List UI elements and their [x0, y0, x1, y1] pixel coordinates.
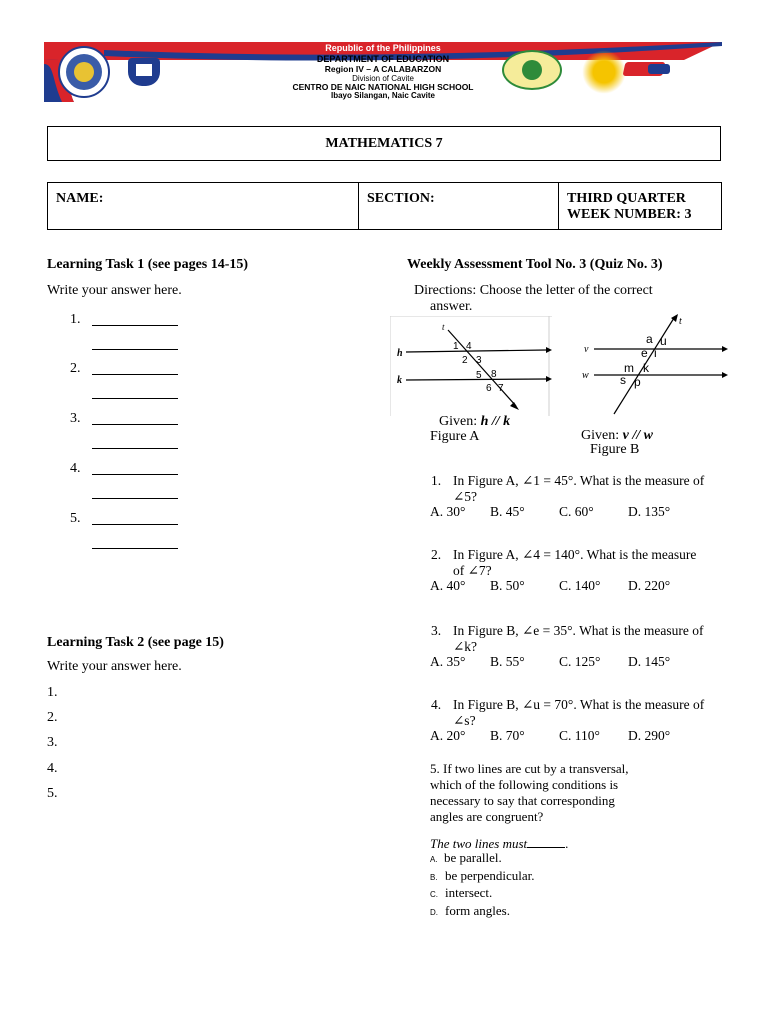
given-prefix: Given: — [439, 414, 481, 429]
given-relation: h // k — [480, 414, 511, 429]
question-text-cont: ∠5? — [453, 489, 478, 504]
q5-options — [430, 850, 535, 920]
quarter-cell — [559, 183, 721, 229]
task2-heading: Learning Task 2 (see page 15) — [47, 635, 224, 650]
answer-blank[interactable] — [92, 412, 178, 425]
label-k: k — [397, 375, 402, 386]
question-number: 2. — [431, 547, 442, 562]
angle-4: 4 — [466, 341, 472, 352]
answer-blank[interactable] — [92, 462, 178, 475]
choice-d[interactable]: D. 145° — [628, 654, 671, 669]
question-1 — [430, 473, 731, 519]
info-table — [47, 182, 722, 230]
choice-b[interactable]: B. 45° — [490, 504, 525, 519]
header-line-4: Division of Cavite — [352, 74, 414, 83]
figure-b-diagram — [578, 310, 734, 420]
assessment-heading: Weekly Assessment Tool No. 3 (Quiz No. 3) — [407, 257, 663, 272]
answer-blank[interactable] — [92, 536, 178, 549]
option-letter: D. — [430, 907, 438, 917]
figure-a-diagram — [390, 316, 552, 416]
option-text: be perpendicular. — [445, 867, 535, 883]
angle-2: 2 — [462, 355, 468, 366]
angle-i: i — [654, 346, 657, 360]
name-cell — [48, 183, 359, 229]
choice-c[interactable]: C. 125° — [559, 654, 601, 669]
q5-line-1: 5. If two lines are cut by a transversal, — [430, 761, 629, 776]
header-line-2: DEPARTMENT OF EDUCATION — [316, 54, 450, 64]
item-number: 2. — [70, 361, 81, 376]
choice-a[interactable]: A. 20° — [430, 728, 466, 743]
item-number: 5. — [70, 511, 81, 526]
option-letter: A. — [430, 855, 438, 864]
question-number: 3. — [431, 623, 442, 638]
name-label: NAME: — [56, 191, 104, 206]
angle-u: u — [660, 334, 667, 348]
choice-c[interactable]: C. 140° — [559, 578, 601, 593]
angle-7: 7 — [498, 383, 504, 394]
question-4 — [430, 697, 731, 743]
section-cell — [359, 183, 559, 229]
question-text: In Figure A, ∠4 = 140°. What is the measure — [453, 547, 697, 562]
question-number: 1. — [431, 473, 442, 488]
question-text-cont: ∠s? — [453, 713, 476, 728]
list-item: 1. — [47, 685, 58, 700]
label-v: v — [584, 344, 589, 355]
header-line-3: Region IV – A CALABARZON — [324, 64, 442, 74]
angle-k: k — [643, 361, 649, 375]
list-item — [70, 459, 210, 499]
q5-line-4: angles are congruent? — [430, 809, 544, 824]
item-number: 3. — [70, 411, 81, 426]
choice-b[interactable]: B. 70° — [490, 728, 525, 743]
angle-8: 8 — [491, 369, 497, 380]
angle-5: 5 — [476, 370, 482, 381]
brand-logo — [618, 58, 676, 82]
answer-blank[interactable] — [92, 386, 178, 399]
option-letter: B. — [430, 872, 438, 882]
option-text: be parallel. — [444, 850, 502, 865]
option-a[interactable] — [430, 850, 535, 868]
choice-a[interactable]: A. 35° — [430, 654, 466, 669]
header-line-6: Ibayo Silangan, Naic Cavite — [330, 91, 436, 100]
answer-blank[interactable] — [92, 512, 178, 525]
option-b[interactable] — [430, 868, 535, 886]
list-item — [70, 310, 210, 350]
label-h: h — [397, 348, 403, 359]
given-prefix: Given: — [581, 428, 623, 443]
angle-e: e — [641, 346, 648, 360]
item-number: 4. — [70, 461, 81, 476]
question-number: 4. — [431, 697, 442, 712]
header-line-1: Republic of the Philippines — [325, 43, 441, 53]
question-text-cont: ∠k? — [453, 639, 478, 654]
angle-p: p — [634, 375, 641, 389]
header-line-5: CENTRO DE NAIC NATIONAL HIGH SCHOOL — [292, 82, 474, 92]
choice-d[interactable]: D. 290° — [628, 728, 671, 743]
stem-text: The two lines must — [430, 836, 528, 851]
figure-a-caption: Figure A — [430, 429, 480, 444]
list-item: 4. — [47, 761, 58, 776]
item-number: 1. — [70, 312, 81, 327]
section-label: SECTION: — [367, 191, 435, 206]
answer-blank[interactable] — [92, 362, 178, 375]
list-item: 3. — [47, 735, 58, 750]
line-h — [406, 350, 546, 352]
stem-period: . — [565, 836, 569, 851]
header-banner — [44, 40, 722, 104]
question-text: In Figure A, ∠1 = 45°. What is the measure of — [453, 473, 705, 488]
list-item: 5. — [47, 786, 58, 801]
answer-blank[interactable] — [92, 436, 178, 449]
figure-b-caption: Figure B — [590, 442, 640, 457]
list-item — [70, 409, 210, 449]
angle-1: 1 — [453, 341, 459, 352]
quarter-label: THIRD QUARTER — [567, 191, 686, 206]
option-d[interactable] — [430, 903, 535, 921]
angle-m: m — [624, 361, 634, 375]
question-3 — [430, 623, 731, 669]
label-t: t — [442, 322, 445, 332]
question-text: In Figure B, ∠e = 35°. What is the measure of — [453, 623, 704, 638]
question-2 — [430, 547, 731, 593]
task1-heading: Learning Task 1 (see pages 14-15) — [47, 257, 249, 272]
page-title: MATHEMATICS 7 — [325, 135, 443, 151]
angle-6: 6 — [486, 383, 492, 394]
label-w: w — [582, 370, 589, 381]
angle-3: 3 — [476, 355, 482, 366]
stem-blank[interactable] — [527, 837, 565, 848]
choice-c[interactable]: C. 110° — [559, 728, 600, 743]
given-relation: v // w — [622, 428, 653, 443]
list-item — [70, 359, 210, 399]
answer-blank[interactable] — [92, 337, 178, 350]
label-t: t — [679, 316, 682, 327]
choice-d[interactable]: D. 135° — [628, 504, 671, 519]
angle-a: a — [646, 332, 653, 346]
task2-instruction: Write your answer here. — [47, 659, 182, 674]
answer-blank[interactable] — [92, 313, 178, 326]
angle-s: s — [620, 373, 626, 387]
option-text: form angles. — [445, 902, 510, 918]
week-label: WEEK NUMBER: 3 — [567, 207, 692, 222]
question-5 — [430, 761, 629, 825]
list-item — [70, 509, 210, 549]
option-text: intersect. — [445, 885, 493, 900]
choice-a[interactable]: A. 40° — [430, 578, 466, 593]
answer-blank[interactable] — [92, 486, 178, 499]
q5-line-3: necessary to say that corresponding — [430, 793, 615, 808]
figure-a-given — [439, 414, 510, 430]
q5-line-2: which of the following conditions is — [430, 777, 619, 792]
choice-a[interactable]: A. 30° — [430, 504, 466, 519]
question-text-cont: of ∠7? — [453, 563, 492, 578]
choice-b[interactable]: B. 50° — [490, 578, 525, 593]
choice-c[interactable]: C. 60° — [559, 504, 594, 519]
choice-b[interactable]: B. 55° — [490, 654, 525, 669]
question-text: In Figure B, ∠u = 70°. What is the measure of — [453, 697, 705, 712]
directions-line-1: Directions: Choose the letter of the correct — [414, 283, 653, 298]
school-seal — [502, 50, 562, 90]
list-item: 2. — [47, 710, 58, 725]
task1-instruction: Write your answer here. — [47, 283, 182, 298]
choice-d[interactable]: D. 220° — [628, 578, 671, 593]
directions-line-2: answer. — [430, 299, 473, 314]
option-letter: C. — [430, 890, 438, 899]
option-c[interactable] — [430, 885, 535, 903]
title-box — [47, 126, 721, 161]
